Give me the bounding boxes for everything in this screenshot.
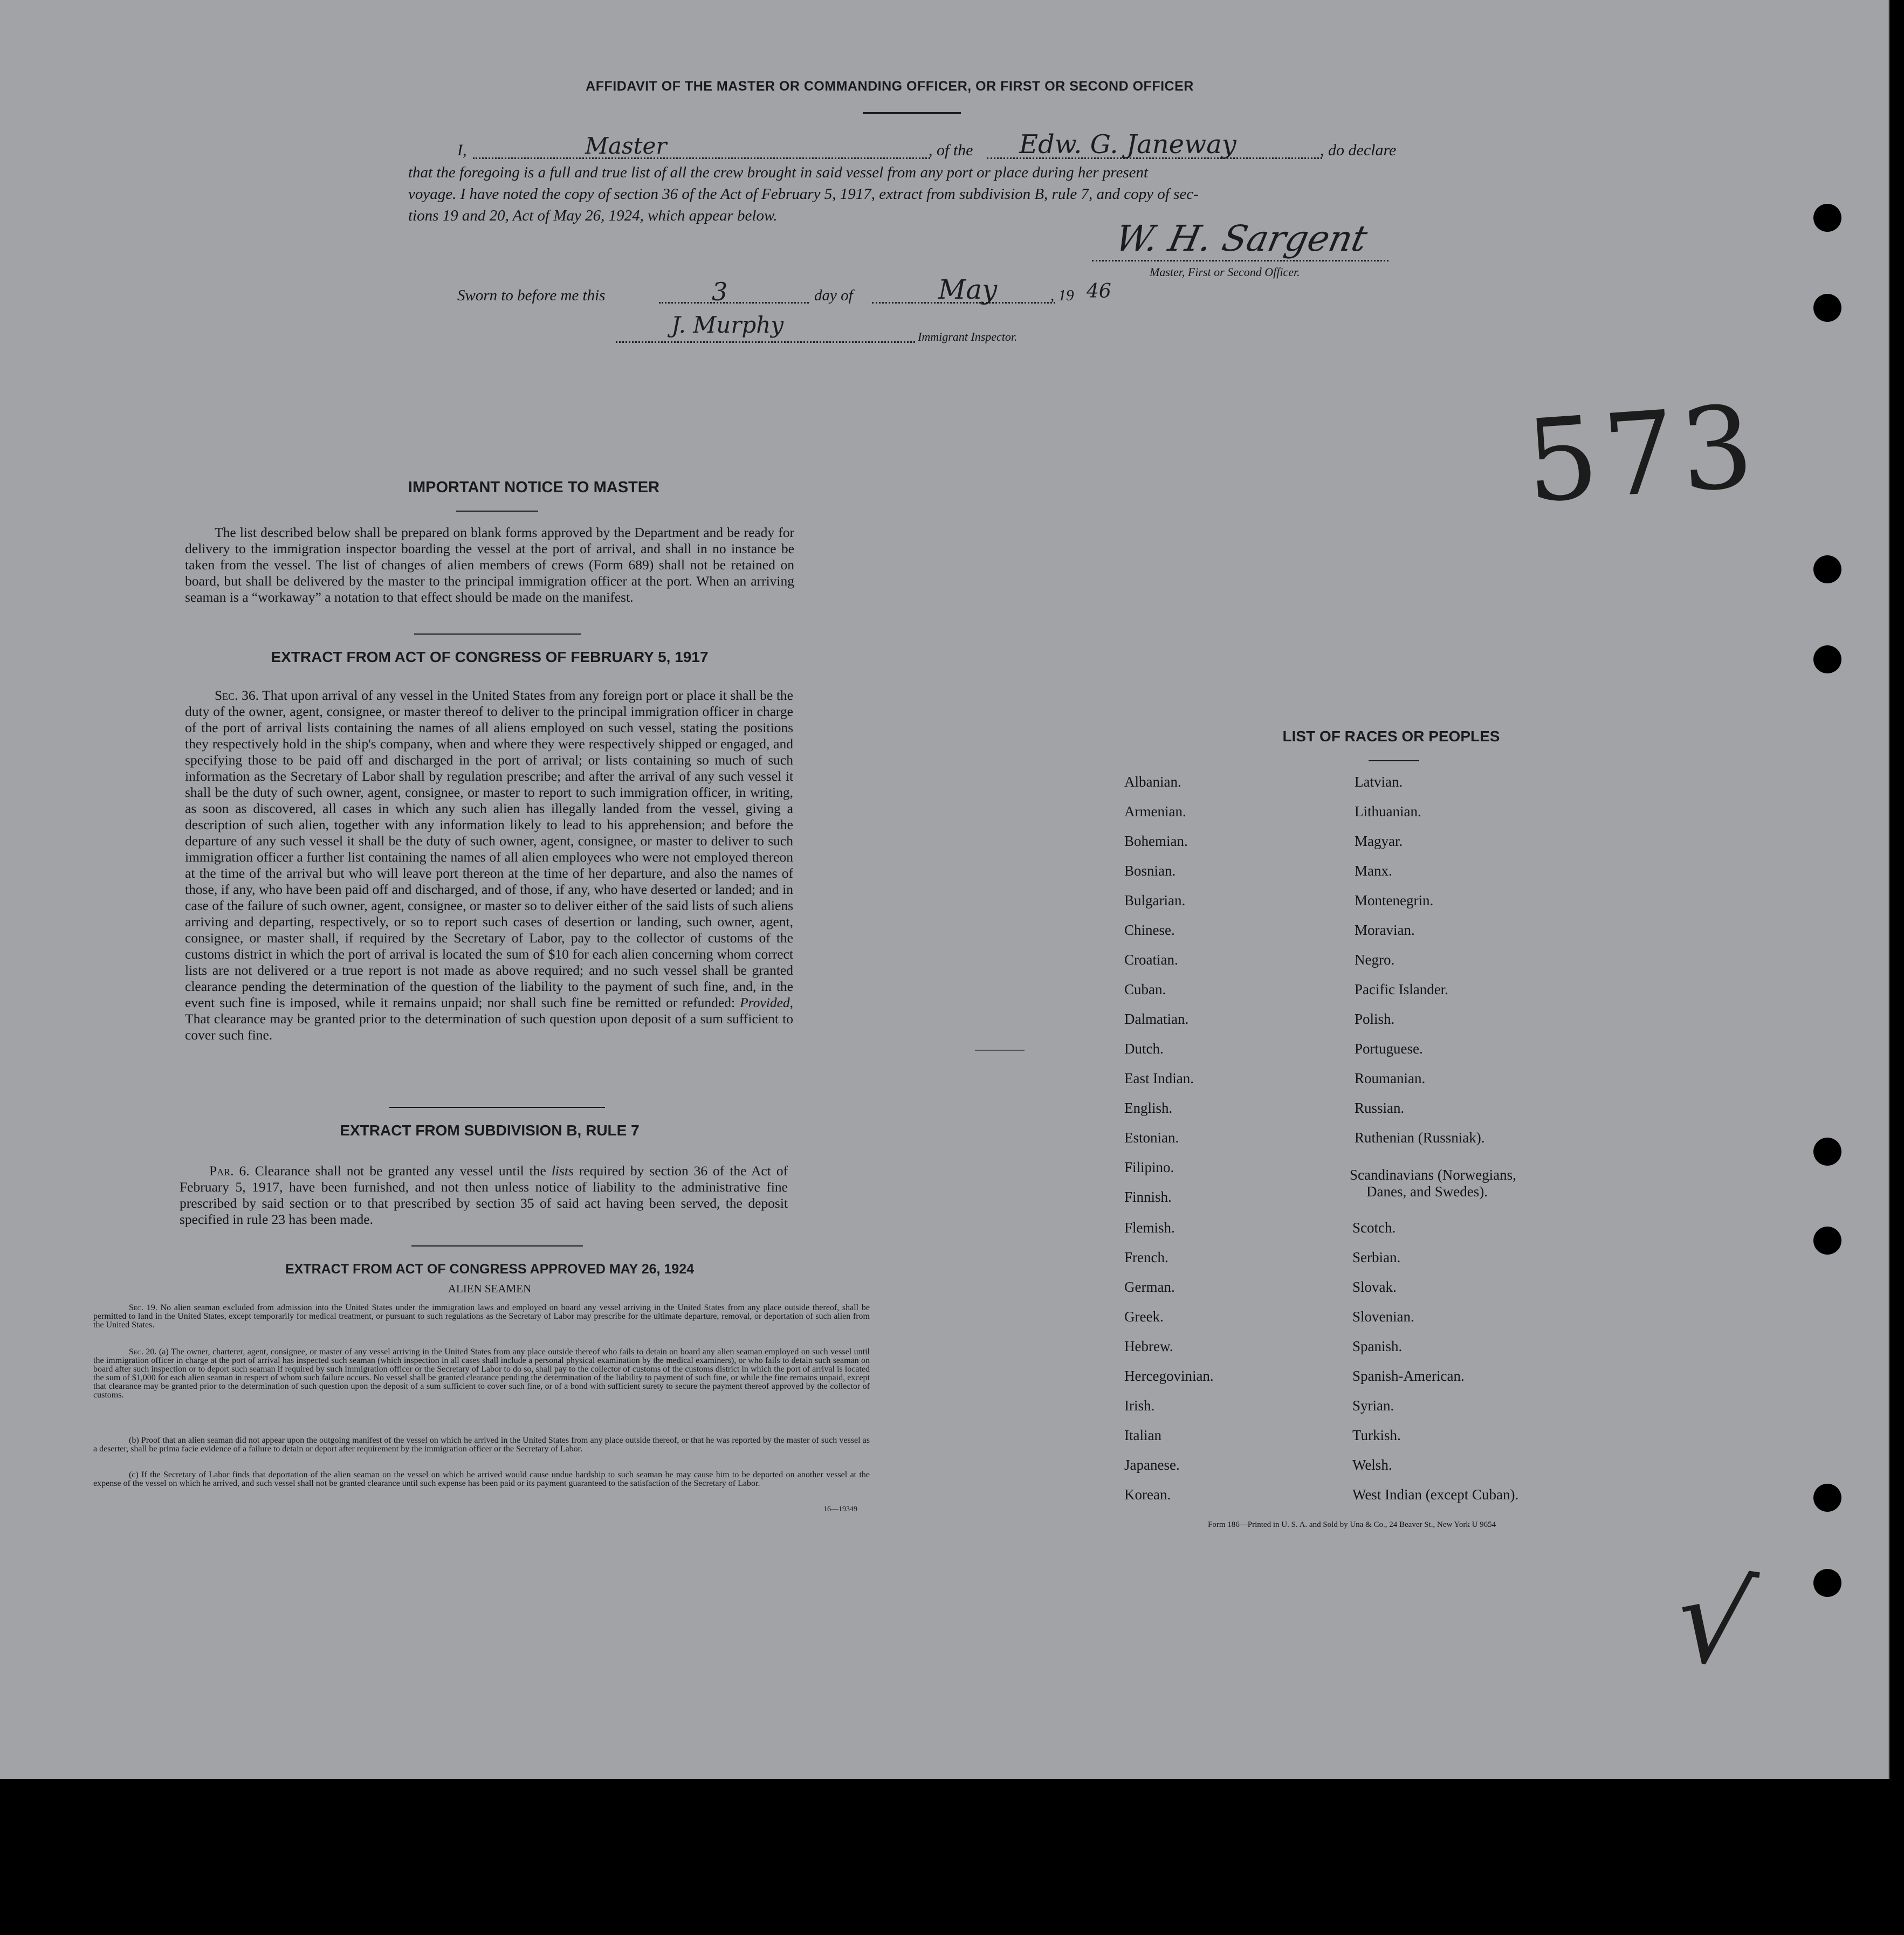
- race-item: Negro.: [1355, 952, 1395, 968]
- race-item: West Indian (except Cuban).: [1352, 1486, 1519, 1503]
- do-declare-label: , do declare: [1320, 141, 1397, 159]
- punch-hole: [1813, 1138, 1841, 1166]
- form-code: 16—19349: [823, 1505, 857, 1513]
- punch-hole: [1813, 1227, 1841, 1255]
- race-item: Slovak.: [1352, 1279, 1397, 1295]
- race-item: Chinese.: [1124, 922, 1175, 938]
- sec-20a-text: (a) The owner, charterer, agent, consignee, or master of any vessel arriving in the United States from any place outside thereof who fails to detain on board any alien seaman employed on such vessel until the immigration officer in charge at the port of arrival has inspected such seaman (which inspection in all cases shall include a personal physical examination by the medical examiners), or who fails to detain such seaman on board after such inspection or to deport such seaman if required by such immigration officer or the Secretary of Labor to do so, shall pay to the collector of customs of the customs district in which the port of arrival is located the sum of $1,000 for each alien seaman in respect of whom such failure occurs. No vessel shall be granted clearance pending the determination of the liability to payment of such fine, or while the fine remains unpaid, except that clearance may be granted prior to the determination of such question upon the deposit of a sum sufficient to cover such fine, or of a bond with sufficient surety to secure the payment thereof approved by the collector of customs.: [93, 1347, 870, 1400]
- race-item: Slovenian.: [1352, 1309, 1414, 1325]
- affidavit-line-2: that the foregoing is a full and true list of all the crew brought in said vessel from any port or place during her present: [408, 164, 1149, 181]
- par-6-text-b: required by section 36 of the Act of February 5, 1917, have been furnished, and not then unless notice of liability to the administrative fine prescribed by said section or to that prescribed by section 35 of said act having been served, the deposit specified in rule 23 has been made.: [180, 1163, 788, 1227]
- race-item: Polish.: [1355, 1011, 1395, 1027]
- sec-20c-paragraph: (c) If the Secretary of Labor finds that deportation of the alien seaman on the vessel on which he arrived would cause undue hardship to such seaman he may cause him to be deported on another vessel at the expense of the vessel on which he arrived, and such vessel shall not be granted clearance until such expense has been paid or its payment guaranteed to the satisfaction of the Secretary of Labor.: [93, 1470, 870, 1488]
- extract-1917-title: EXTRACT FROM ACT OF CONGRESS OF FEBRUARY 5, 1917: [271, 649, 709, 665]
- race-item: Croatian.: [1124, 952, 1178, 968]
- sec-19-text: No alien seaman excluded from admission into the United States under the immigration laws and employed on board any vessel arriving in the United States from any place outside thereof, shall be permitted to land in the United States, except temporarily for medical treatment, or pursuant to such regulations as the Secretary of Labor may prescribe for the ultimate departure, removal, or deportation of such alien from the United States.: [93, 1303, 870, 1330]
- sec-20-label: Sec. 20.: [129, 1347, 157, 1356]
- affidavit-line-1: [0, 129, 1888, 163]
- race-item: German.: [1124, 1279, 1175, 1295]
- punch-hole: [1813, 645, 1841, 673]
- race-item: Danes, and Swedes).: [1366, 1183, 1488, 1200]
- master-signature: W. H. Sargent: [1111, 218, 1371, 259]
- race-item: Lithuanian.: [1355, 803, 1421, 820]
- affidavit-title: AFFIDAVIT OF THE MASTER OR COMMANDING OFFICER, OR FIRST OR SECOND OFFICER: [586, 79, 1194, 94]
- race-item: Moravian.: [1355, 922, 1415, 938]
- race-item: Russian.: [1355, 1100, 1405, 1116]
- race-item: Spanish.: [1352, 1338, 1403, 1354]
- day-blank: [659, 302, 809, 304]
- affidavit-line-4: tions 19 and 20, Act of May 26, 1924, which appear below.: [408, 207, 778, 224]
- race-item: Dalmatian.: [1124, 1011, 1189, 1027]
- race-item: Serbian.: [1352, 1249, 1401, 1265]
- vessel-fill: Edw. G. Janeway: [1019, 129, 1236, 160]
- extract-1924-title: EXTRACT FROM ACT OF CONGRESS APPROVED MAY 26, 1924: [285, 1262, 695, 1277]
- race-item: French.: [1124, 1249, 1168, 1265]
- race-item: Welsh.: [1352, 1457, 1392, 1473]
- race-item: Montenegrin.: [1355, 892, 1434, 908]
- race-item: Portuguese.: [1355, 1041, 1423, 1057]
- punch-hole: [1813, 204, 1841, 232]
- race-item: Dutch.: [1124, 1041, 1164, 1057]
- inspector-blank: [616, 341, 915, 343]
- race-item: Pacific Islander.: [1355, 981, 1448, 997]
- race-item: East Indian.: [1124, 1070, 1194, 1086]
- master-blank: [473, 157, 930, 159]
- par-6-label: Par. 6.: [209, 1163, 250, 1179]
- race-item: Flemish.: [1124, 1220, 1175, 1236]
- race-item: Finnish.: [1124, 1189, 1172, 1205]
- section-divider-2: [389, 1107, 605, 1108]
- day-of-label: day of: [814, 287, 853, 304]
- year-prefix: , 19: [1050, 287, 1074, 304]
- sec-19-paragraph: [93, 1304, 870, 1330]
- punch-hole: [1813, 1484, 1841, 1512]
- sec-36-text: That upon arrival of any vessel in the United States from any foreign port or place it shall be the duty of the owner, agent, consignee, or master thereof to deliver to the principal immigration officer in charge of the port of arrival lists containing the names of all aliens employed on such vessel, stating the positions they respectively hold in the ship's company, when and where they were respectively shipped or engaged, and specifying those to be paid off and discharged in the port of arrival; or lists containing so much of such information as the Secretary of Labor shall by regulation prescribe; and after the arrival of any such vessel it shall be the duty of such owner, agent, consignee, or master to report to such immigration officer, in writing, as soon as discovered, all cases in which any such alien has illegally landed from the vessel, giving a description of such alien, together with any information likely to lead to his apprehension; and before the departure of any such vessel it shall be the duty of such owner, agent, consignee, or master to deliver to such immigration officer a further list containing the names of all alien employees who were not employed thereon at the time of the arrival but who will leave port thereon at the time of her departure, and also the names of those, if any, who have been paid off and discharged, and of those, if any, who have deserted or landed; and in case of the failure of such owner, agent, consignee, or master so to deliver either of the said lists of such aliens arriving and departing, respectively, or so to report such cases of desertion or landing, such owner, agent, consignee, or master shall, if required by the Secretary of Labor, pay to the collector of customs of the customs district in which the port of arrival is located the sum of $10 for each alien concerning whom correct lists are not delivered or a true report is not made as above required; and no such vessel shall be granted clearance pending the determination of the question of the liability to the payment of such fine, and, in the event such fine is imposed, while it remains unpaid; nor shall such fine be remitted or refunded:: [185, 687, 793, 1010]
- section-divider-1: [414, 633, 581, 635]
- signature-line: [1092, 260, 1389, 261]
- race-item: Magyar.: [1355, 833, 1403, 849]
- race-item: Estonian.: [1124, 1130, 1179, 1146]
- race-item: Manx.: [1355, 863, 1392, 879]
- sworn-label: Sworn to before me this: [457, 287, 606, 304]
- race-item: Hebrew.: [1124, 1338, 1173, 1354]
- of-the-label: , of the: [929, 141, 973, 159]
- sec-36-label: Sec. 36.: [215, 687, 259, 703]
- punch-hole: [1813, 294, 1841, 322]
- punch-hole: [1813, 1569, 1841, 1597]
- race-item: Italian: [1124, 1427, 1161, 1443]
- race-item: Hercegovinian.: [1124, 1368, 1214, 1384]
- notice-body: The list described below shall be prepared on blank forms approved by the Department and be ready for delivery to the immigration inspector boarding the vessel at the port of arrival, and shall in no instance be taken from the vessel. The list of changes of alien members of crews (Form 689) shall not be retained on board, but shall be delivered by the master to the principal immigration officer at the port. When an arriving seaman is a “workaway” a notation to that effect should be made on the manifest.: [185, 525, 794, 605]
- race-item: Armenian.: [1124, 803, 1186, 820]
- subdivision-title: EXTRACT FROM SUBDIVISION B, RULE 7: [340, 1122, 640, 1139]
- race-item: Turkish.: [1352, 1427, 1401, 1443]
- sec-20b-paragraph: (b) Proof that an alien seaman did not appear upon the outgoing manifest of the vessel on which he arrived in the United States from any place outside thereof, or that he was reported by the master of such vessel as a deserter, shall be prima facie evidence of a failure to detain or deport after requirement by the immigration officer or the Secretary of Labor.: [93, 1436, 870, 1454]
- race-item: Greek.: [1124, 1309, 1164, 1325]
- year-fill: 46: [1087, 280, 1111, 302]
- inspector-fill: J. Murphy: [671, 312, 784, 338]
- day-fill: 3: [712, 277, 728, 306]
- race-item: Bosnian.: [1124, 863, 1176, 879]
- race-item: Ruthenian (Russniak).: [1355, 1130, 1485, 1146]
- affidavit-line-3: voyage. I have noted the copy of section 36 of the Act of February 5, 1917, extract from subdivision B, rule 7, and copy of sec-: [408, 185, 1199, 203]
- race-item: Irish.: [1124, 1397, 1155, 1414]
- month-fill: May: [938, 274, 998, 305]
- handwritten-page-number: 573: [1521, 380, 1763, 528]
- race-item: Latvian.: [1355, 774, 1403, 790]
- alien-seamen-subtitle: ALIEN SEAMEN: [448, 1282, 532, 1295]
- master-fill: Master: [585, 133, 667, 159]
- check-mark: √: [1667, 1548, 1762, 1696]
- race-item: Scandinavians (Norwegians,: [1350, 1167, 1516, 1183]
- stray-mark: [975, 1050, 1025, 1051]
- race-item: Albanian.: [1124, 774, 1181, 790]
- race-item: English.: [1124, 1100, 1173, 1116]
- lists-word: lists: [551, 1163, 574, 1179]
- sec-20a-paragraph: [93, 1348, 870, 1400]
- inspector-caption: Immigrant Inspector.: [918, 330, 1018, 343]
- race-item: Scotch.: [1352, 1220, 1396, 1236]
- race-item: Bulgarian.: [1124, 892, 1186, 908]
- race-item: Korean.: [1124, 1486, 1171, 1503]
- signature-caption: Master, First or Second Officer.: [1150, 265, 1300, 279]
- title-rule: [863, 112, 961, 114]
- notice-title: IMPORTANT NOTICE TO MASTER: [408, 479, 660, 496]
- races-title: LIST OF RACES OR PEOPLES: [1282, 728, 1500, 745]
- race-item: Cuban.: [1124, 981, 1166, 997]
- punch-hole: [1813, 555, 1841, 583]
- proviso-text: That clearance may be granted prior to the determination of such question upon deposit of a sum sufficient to cover such fine.: [185, 1011, 793, 1043]
- race-item: Syrian.: [1352, 1397, 1394, 1414]
- race-item: Bohemian.: [1124, 833, 1188, 849]
- sworn-line: [0, 274, 1888, 307]
- races-rule: [1369, 760, 1419, 761]
- footer-imprint: Form 186—Printed in U. S. A. and Sold by Una & Co., 24 Beaver St., New York U 9654: [1208, 1520, 1496, 1529]
- race-item: Roumanian.: [1355, 1070, 1426, 1086]
- section-divider-3: [411, 1245, 583, 1247]
- notice-rule: [456, 511, 538, 512]
- subdivision-body: [180, 1163, 788, 1228]
- race-item: Spanish-American.: [1352, 1368, 1465, 1384]
- extract-1917-body: [185, 687, 793, 1043]
- par-6-text-a: Clearance shall not be granted any vessel until the: [255, 1163, 546, 1179]
- provided-label: Provided,: [740, 995, 794, 1010]
- race-item: Japanese.: [1124, 1457, 1180, 1473]
- race-item: Filipino.: [1124, 1159, 1174, 1175]
- sec-19-label: Sec. 19.: [129, 1303, 157, 1312]
- i-label: I,: [457, 141, 467, 159]
